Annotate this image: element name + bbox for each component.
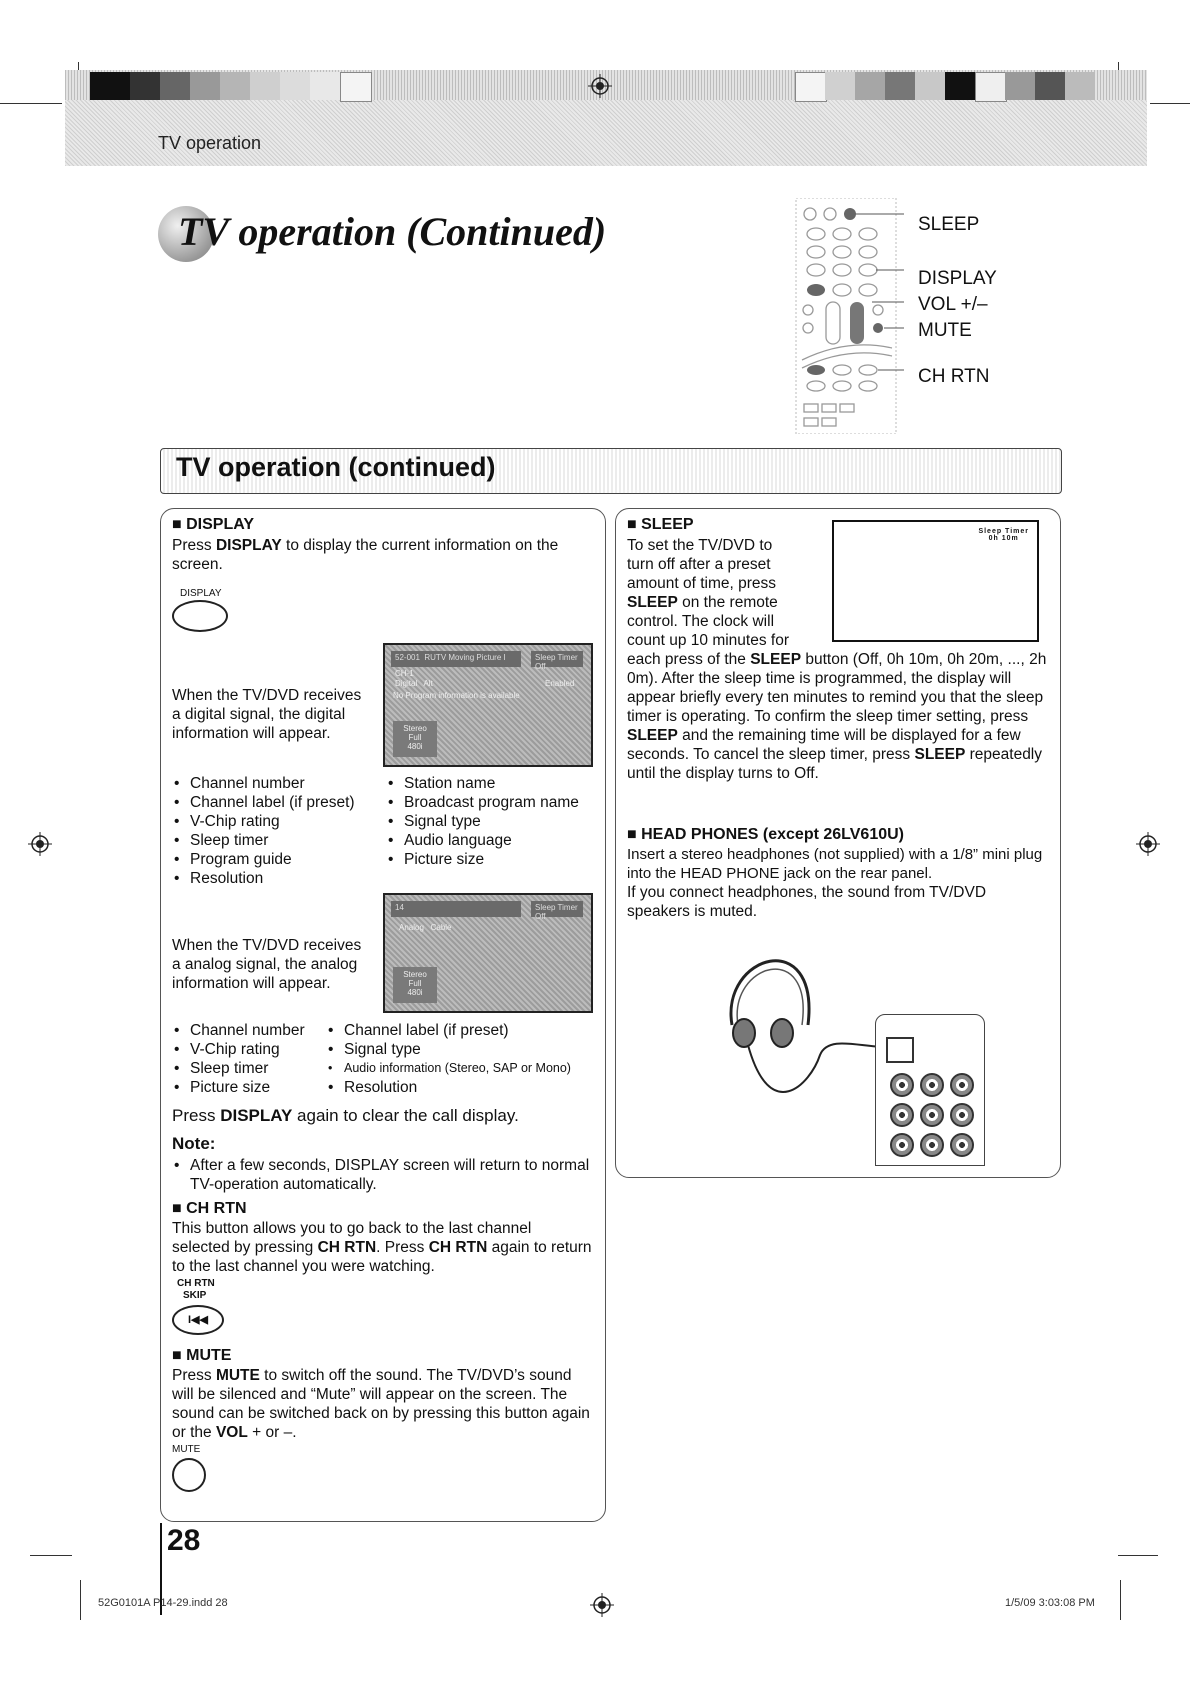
- osd-sleep-bar: Sleep Timer Off: [531, 651, 583, 667]
- color-swatch: [130, 72, 160, 100]
- osd-signal: Digital Alt: [395, 679, 433, 688]
- osd-info-box: Stereo Full 480i: [393, 967, 437, 1003]
- crop-mark: [30, 1555, 72, 1556]
- osd-enabled: Enabled: [545, 679, 575, 688]
- color-swatch: [855, 72, 885, 100]
- crop-mark: [1118, 1555, 1158, 1556]
- color-swatch: [190, 72, 220, 100]
- rear-panel: [875, 1014, 985, 1166]
- crop-mark: [80, 1580, 81, 1620]
- remote-label-sleep: SLEEP: [918, 214, 980, 235]
- list-item: • After a few seconds, DISPLAY screen will return to normal TV-operation automatically.: [172, 1156, 592, 1194]
- color-swatch: [250, 72, 280, 100]
- registration-mark-icon: [590, 1593, 614, 1617]
- list-item: • Resolution: [326, 1078, 601, 1097]
- osd-sleep-bar: Sleep Timer Off: [531, 901, 583, 917]
- list-item: • Channel label (if preset): [326, 1021, 601, 1040]
- registration-mark-icon: [28, 832, 52, 856]
- sleep-screen-text: Sleep Timer 0h 10m: [978, 528, 1029, 542]
- color-swatch: [220, 72, 250, 100]
- list-item: • Picture size: [172, 1078, 332, 1097]
- sleep-heading: ■ SLEEP: [627, 516, 694, 533]
- digital-intro: When the TV/DVD receives a digital signal, the digital information will appear.: [172, 687, 362, 742]
- ch-rtn-heading: ■ CH RTN: [172, 1200, 247, 1217]
- list-item: • Signal type: [386, 812, 601, 831]
- osd-signal: Analog Cable: [399, 923, 452, 932]
- color-swatch: [310, 72, 340, 100]
- list-item: • Audio information (Stereo, SAP or Mono): [326, 1059, 601, 1078]
- analog-list-2: [326, 1021, 601, 1097]
- note-heading: Note:: [172, 1134, 216, 1153]
- digital-list-2: [386, 774, 601, 869]
- list-item: • Channel label (if preset): [172, 793, 382, 812]
- sleep-text: each press of the SLEEP button (Off, 0h 10m, 0h 20m, ..., 2h 0m). After the sleep time is programmed, the display will appear briefly every ten minutes to remind you that the sleep timer is operating. To confirm the sleep timer setting, press SLEEP and the remaining time will be displayed for a few seconds. To cancel the sleep timer, press SLEEP repeatedly until the display turns to Off.: [627, 651, 1047, 782]
- remote-label-vol: VOL +/–: [918, 294, 988, 315]
- color-swatch: [90, 72, 130, 100]
- color-swatch: [160, 72, 190, 100]
- footer-date: 1/5/09 3:03:08 PM: [1005, 1597, 1095, 1609]
- list-item: • Program guide: [172, 850, 382, 869]
- mute-text: Press MUTE to switch off the sound. The TV/DVD’s sound will be silenced and “Mute” will appear on the screen. The sound can be switched back on by pressing this button again or the VOL + or –.: [172, 1367, 590, 1441]
- osd-channel-bar: 52-001 RUTV Moving Picture I: [391, 651, 521, 667]
- crop-mark: [1120, 1580, 1121, 1620]
- color-swatch: [795, 72, 827, 102]
- analog-osd-screen: [383, 893, 593, 1013]
- headphones-text-1: Insert a stereo headphones (not supplied) with a 1/8” mini plug into the HEAD PHONE jack on the rear panel.: [627, 846, 1043, 882]
- ch-rtn-button-icon: I◀◀: [172, 1305, 224, 1335]
- remote-label-mute: MUTE: [918, 320, 972, 341]
- list-item: • Resolution: [172, 869, 382, 888]
- color-swatch: [945, 72, 975, 100]
- remote-label-ch-rtn: CH RTN: [918, 366, 990, 387]
- footer-file: 52G0101A P14-29.indd 28: [98, 1597, 228, 1609]
- section-title: TV operation (continued): [176, 452, 496, 482]
- osd-channel-bar: 14: [391, 901, 521, 917]
- list-item: • Channel number: [172, 1021, 332, 1040]
- rca-jack-icon: [950, 1073, 974, 1097]
- color-swatch: [885, 72, 915, 100]
- headphones-heading: ■ HEAD PHONES (except 26LV610U): [627, 826, 905, 843]
- page-number: 28: [167, 1524, 201, 1557]
- rca-jack-icon: [890, 1133, 914, 1157]
- rca-jack-icon: [920, 1133, 944, 1157]
- crop-mark: [0, 103, 62, 104]
- osd-info-box: Stereo Full 480i: [393, 721, 437, 757]
- color-swatch: [915, 72, 945, 100]
- display-intro: Press DISPLAY to display the current information on the screen.: [172, 537, 559, 573]
- remote-control-illustration: [792, 198, 904, 434]
- mute-button-icon: [172, 1458, 206, 1492]
- analog-list-1: [172, 1021, 332, 1097]
- color-swatch: [1005, 72, 1035, 100]
- color-swatch: [1035, 72, 1065, 100]
- display-clear-text: Press DISPLAY again to clear the call display.: [172, 1106, 519, 1125]
- note-list: [172, 1156, 592, 1194]
- rca-jack-icon: [950, 1133, 974, 1157]
- crop-mark: [1150, 103, 1190, 104]
- color-swatch: [340, 72, 372, 102]
- headphones-text-2: If you connect headphones, the sound from TV/DVD speakers is muted.: [627, 884, 987, 920]
- mute-heading: ■ MUTE: [172, 1347, 232, 1364]
- list-item: • Picture size: [386, 850, 601, 869]
- ch-rtn-button-label: CH RTN SKIP: [177, 1278, 215, 1301]
- rca-jack-icon: [920, 1073, 944, 1097]
- analog-intro: When the TV/DVD receives a analog signal, the analog information will appear.: [172, 937, 362, 992]
- rca-jack-icon: [950, 1103, 974, 1127]
- list-item: • V-Chip rating: [172, 812, 382, 831]
- remote-label-display: DISPLAY: [918, 268, 997, 289]
- osd-noinfo: No Program information is available: [393, 691, 520, 700]
- list-item: • Channel number: [172, 774, 382, 793]
- color-swatch: [280, 72, 310, 100]
- sleep-screen: [832, 520, 1039, 642]
- list-item: • Sleep timer: [172, 831, 382, 850]
- digital-list-1: [172, 774, 382, 888]
- mute-button-label: MUTE: [172, 1444, 201, 1455]
- list-item: • Broadcast program name: [386, 793, 601, 812]
- list-item: • Audio language: [386, 831, 601, 850]
- list-item: • Signal type: [326, 1040, 601, 1059]
- list-item: • V-Chip rating: [172, 1040, 332, 1059]
- display-button-label: DISPLAY: [180, 588, 222, 599]
- color-swatch: [975, 72, 1007, 102]
- registration-mark-icon: [588, 74, 612, 98]
- rca-jack-icon: [890, 1103, 914, 1127]
- display-button-icon: [172, 600, 228, 632]
- rca-jack-icon: [920, 1103, 944, 1127]
- headphone-jack-icon: [886, 1037, 914, 1063]
- ch-rtn-text: This button allows you to go back to the last channel selected by pressing CH RTN. Press CH RTN again to return to the last channel you were watching.: [172, 1220, 592, 1275]
- osd-ch: CH-1: [395, 669, 414, 678]
- sleep-intro: To set the TV/DVD to turn off after a preset amount of time, press SLEEP on the remote control. The clock will count up 10 minutes for: [627, 537, 789, 649]
- display-heading: ■ DISPLAY: [172, 516, 254, 533]
- color-swatch: [1065, 72, 1095, 100]
- color-swatch: [825, 72, 855, 100]
- page-title: TV operation (Continued): [178, 209, 607, 254]
- digital-osd-screen: [383, 643, 593, 767]
- rca-jack-icon: [890, 1073, 914, 1097]
- list-item: • Sleep timer: [172, 1059, 332, 1078]
- list-item: • Station name: [386, 774, 601, 793]
- header-label: TV operation: [158, 133, 262, 153]
- registration-mark-icon: [1136, 832, 1160, 856]
